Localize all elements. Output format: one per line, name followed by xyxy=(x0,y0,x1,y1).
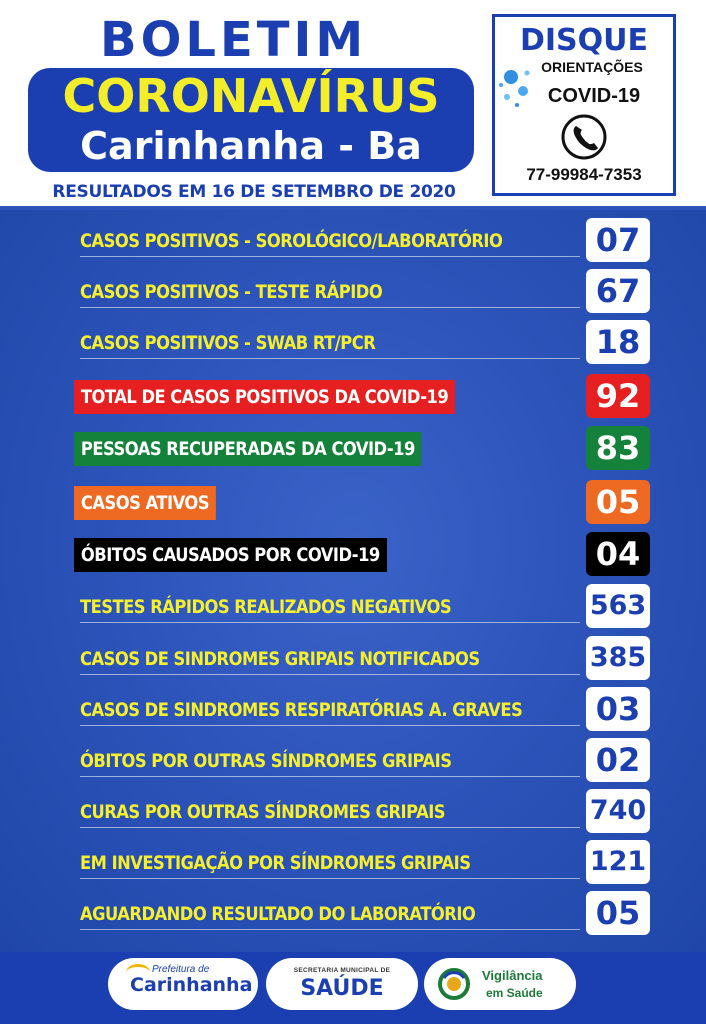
title-boletim: BOLETIM xyxy=(100,12,368,68)
disque-covid: COVID-19 xyxy=(547,85,641,107)
row-casos-ativos xyxy=(0,478,706,528)
row-label: EM INVESTIGAÇÃO POR SÍNDROMES GRIPAIS xyxy=(80,852,471,874)
row-divider xyxy=(80,878,580,879)
disque-orientacoes: ORIENTAÇÕES xyxy=(541,59,643,75)
row-sindromes-notificados xyxy=(0,634,706,684)
row-value: 18 xyxy=(586,320,650,364)
row-aguardando-laboratorio xyxy=(0,889,706,939)
title-coronavirus: CORONAVÍRUS xyxy=(62,69,440,123)
prefeitura-name: Carinhanha xyxy=(130,974,253,996)
disque-box xyxy=(492,14,676,196)
row-label: CASOS POSITIVOS - SOROLÓGICO/LABORATÓRIO xyxy=(80,230,503,252)
row-value: 04 xyxy=(586,532,650,576)
prefeitura-label: Prefeitura de xyxy=(152,964,210,975)
disque-phone-number: 77-99984-7353 xyxy=(526,165,642,184)
vigilancia-line2: em Saúde xyxy=(486,986,543,1000)
row-label: ÓBITOS POR OUTRAS SÍNDROMES GRIPAIS xyxy=(80,750,452,772)
row-recuperadas xyxy=(0,424,706,474)
row-label: ÓBITOS CAUSADOS POR COVID-19 xyxy=(74,538,387,572)
title-city: Carinhanha - Ba xyxy=(80,124,422,168)
row-divider xyxy=(80,725,580,726)
header xyxy=(0,0,706,214)
row-value: 03 xyxy=(586,687,650,731)
row-label: CASOS ATIVOS xyxy=(74,486,216,520)
row-divider xyxy=(80,256,580,257)
row-label: PESSOAS RECUPERADAS DA COVID-19 xyxy=(74,432,422,466)
row-label: CASOS POSITIVOS - TESTE RÁPIDO xyxy=(80,281,383,303)
row-swab xyxy=(0,318,706,368)
row-sorologico xyxy=(0,216,706,266)
row-label: CASOS DE SINDROMES RESPIRATÓRIAS A. GRAVES xyxy=(80,699,523,721)
row-divider xyxy=(80,827,580,828)
results-date: RESULTADOS EM 16 DE SETEMBRO DE 2020 xyxy=(52,182,456,202)
row-label: CASOS DE SINDROMES GRIPAIS NOTIFICADOS xyxy=(80,648,480,670)
row-value: 385 xyxy=(586,636,650,680)
row-obitos-covid xyxy=(0,530,706,580)
secretaria-name: SAÚDE xyxy=(300,976,384,1001)
row-divider xyxy=(80,622,580,623)
row-value: 05 xyxy=(586,891,650,935)
row-label: AGUARDANDO RESULTADO DO LABORATÓRIO xyxy=(80,903,476,925)
row-teste-rapido xyxy=(0,267,706,317)
row-label: CURAS POR OUTRAS SÍNDROMES GRIPAIS xyxy=(80,801,446,823)
row-divider xyxy=(80,358,580,359)
row-value: 83 xyxy=(586,426,650,470)
row-value: 563 xyxy=(586,584,650,628)
row-curas-outras xyxy=(0,787,706,837)
secretaria-label: SECRETARIA MUNICIPAL DE xyxy=(293,967,391,974)
row-obitos-outras xyxy=(0,736,706,786)
row-divider xyxy=(80,929,580,930)
row-value: 02 xyxy=(586,738,650,782)
secretaria-logo xyxy=(266,958,418,1010)
row-sindromes-graves xyxy=(0,685,706,735)
row-value: 05 xyxy=(586,480,650,524)
row-divider xyxy=(80,307,580,308)
vigilancia-line1: Vigilância xyxy=(482,968,543,983)
footer xyxy=(0,952,706,1024)
row-label: TOTAL DE CASOS POSITIVOS DA COVID-19 xyxy=(74,380,455,414)
row-divider xyxy=(80,776,580,777)
phone-icon xyxy=(560,113,608,161)
disque-title: DISQUE xyxy=(519,23,649,58)
row-total-positivos xyxy=(0,372,706,422)
row-value: 121 xyxy=(586,840,650,884)
vigilancia-logo xyxy=(424,958,576,1010)
row-divider xyxy=(80,674,580,675)
row-value: 67 xyxy=(586,269,650,313)
row-label: CASOS POSITIVOS - SWAB RT/PCR xyxy=(80,332,376,354)
vigilancia-icon xyxy=(438,968,470,1000)
row-em-investigacao xyxy=(0,838,706,888)
row-value: 92 xyxy=(586,374,650,418)
prefeitura-logo xyxy=(108,958,258,1010)
row-label: TESTES RÁPIDOS REALIZADOS NEGATIVOS xyxy=(80,596,452,618)
row-testes-negativos xyxy=(0,582,706,632)
row-value: 07 xyxy=(586,218,650,262)
row-value: 740 xyxy=(586,789,650,833)
